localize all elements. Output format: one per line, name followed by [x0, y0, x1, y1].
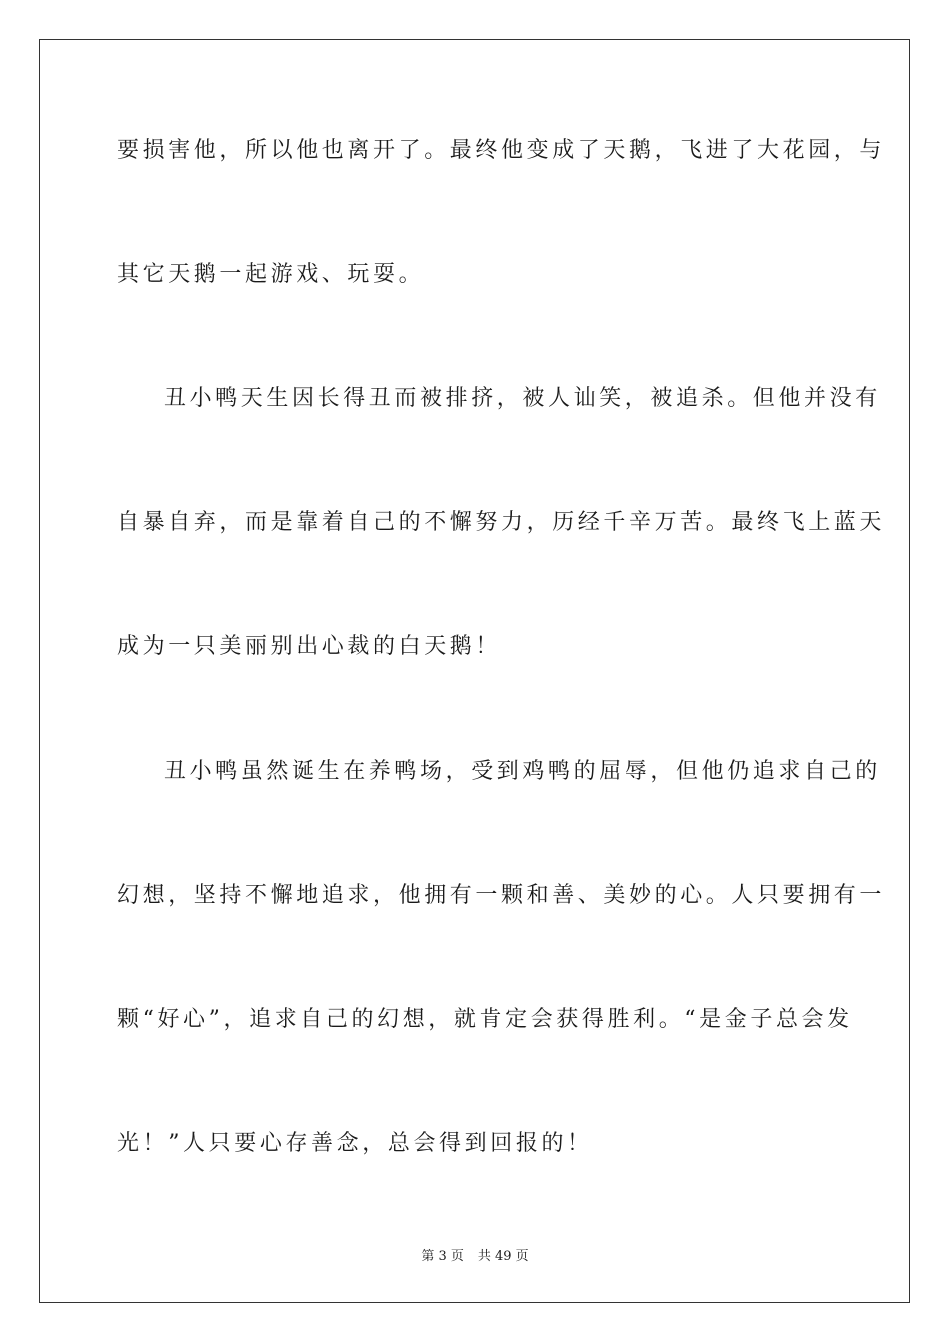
text-line-6-paragraph-start: 丑小鸭虽然诞生在养鸭场，受到鸡鸭的屈辱，但他仍追求自己的 — [164, 759, 881, 784]
text-line-1: 要损害他，所以他也离开了。最终他变成了天鹅，飞进了大花园，与 — [117, 138, 886, 163]
total-pages: 共 49 页 — [477, 1249, 529, 1264]
text-line-8: 颗“好心”，追求自己的幻想，就肯定会获得胜利。“是金子总会发 — [117, 1007, 853, 1032]
text-line-4: 自暴自弃，而是靠着自己的不懈努力，历经千辛万苦。最终飞上蓝天 — [117, 510, 886, 535]
text-line-5: 成为一只美丽别出心裁的白天鹅！ — [117, 634, 502, 659]
page-footer — [0, 1248, 950, 1266]
text-line-9: 光！”人只要心存善念，总会得到回报的！ — [117, 1131, 593, 1156]
text-line-2: 其它天鹅一起游戏、玩耍。 — [117, 262, 425, 287]
page-border — [39, 39, 910, 1303]
text-line-3-paragraph-start: 丑小鸭天生因长得丑而被排挤，被人讪笑，被追杀。但他并没有 — [164, 386, 881, 411]
page-number: 第 3 页 — [421, 1249, 464, 1264]
text-line-7: 幻想，坚持不懈地追求，他拥有一颗和善、美妙的心。人只要拥有一 — [117, 883, 886, 908]
